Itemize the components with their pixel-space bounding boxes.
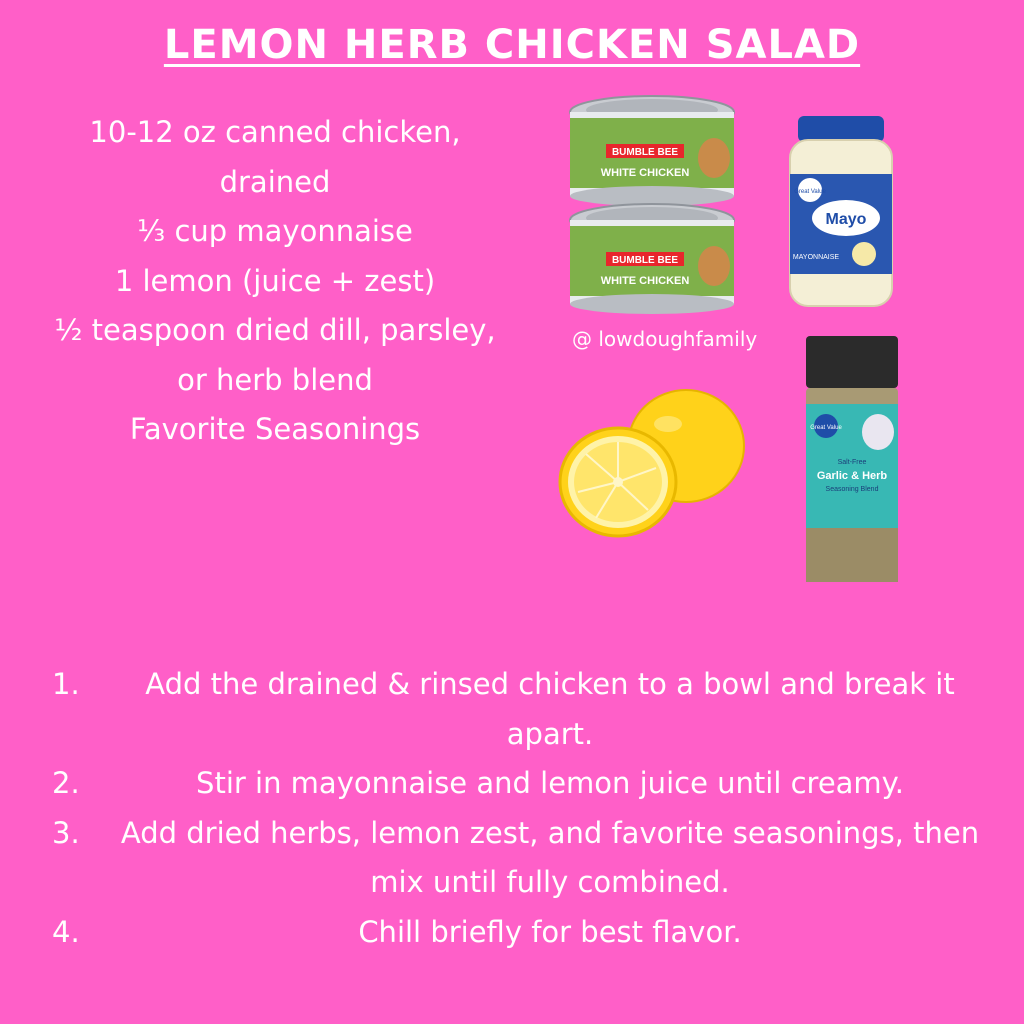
ingredient-line: 10-12 oz canned chicken, <box>89 115 461 149</box>
step-text: Stir in mayonnaise and lemon juice until creamy. <box>196 766 904 800</box>
chicken-can-top <box>570 96 734 206</box>
step-number: 4. <box>52 914 80 949</box>
ingredient-list <box>20 108 530 455</box>
instruction-step <box>40 809 1000 908</box>
seasoning-top-text: Salt-Free <box>837 459 867 466</box>
step-text: Add dried herbs, lemon zest, and favorite seasonings, then mix until fully combined. <box>120 815 980 899</box>
seasoning-bottle-image <box>802 334 902 586</box>
seasoning-name-text: Garlic & Herb <box>816 470 888 482</box>
ingredient-line: ½ teaspoon dried dill, parsley, <box>54 313 496 347</box>
ingredient-line: ⅓ cup mayonnaise <box>137 214 413 248</box>
step-text: Chill briefly for best flavor. <box>358 914 742 949</box>
social-handle: @ lowdoughfamily <box>572 327 758 351</box>
seasoning-brand-text: Great Value <box>810 425 842 431</box>
mayo-sub-text: MAYONNAISE <box>792 254 840 261</box>
ingredient-line: or herb blend <box>177 362 373 397</box>
step-number: 2. <box>52 766 80 800</box>
seasoning-sub-text: Seasoning Blend <box>825 486 879 493</box>
canned-chicken-image <box>566 94 738 314</box>
page-title: LEMON HERB CHICKEN SALAD <box>163 22 861 68</box>
can-brand-text: BUMBLE BEE <box>611 255 679 266</box>
instruction-list <box>40 660 1000 957</box>
step-text: Add the drained & rinsed chicken to a bowl and break it apart. <box>145 667 955 751</box>
ingredient-line: drained <box>219 164 331 199</box>
instruction-step <box>40 759 1000 809</box>
ingredient-line: 1 lemon (juice + zest) <box>114 263 436 298</box>
instruction-step <box>40 660 1000 759</box>
lemon-image <box>556 384 752 544</box>
can-label-text: WHITE CHICKEN <box>600 167 690 179</box>
instruction-step <box>40 908 1000 958</box>
can-label-text: WHITE CHICKEN <box>600 275 690 287</box>
step-number: 1. <box>52 667 80 701</box>
mayo-jar-image <box>780 114 902 310</box>
chicken-can-bottom <box>570 204 734 314</box>
can-brand-text: BUMBLE BEE <box>611 147 679 158</box>
mayo-brand-text: Great Value <box>794 189 826 195</box>
ingredient-line: Favorite Seasonings <box>129 412 421 446</box>
step-number: 3. <box>52 815 80 850</box>
mayo-label-text: Mayo <box>825 211 867 228</box>
